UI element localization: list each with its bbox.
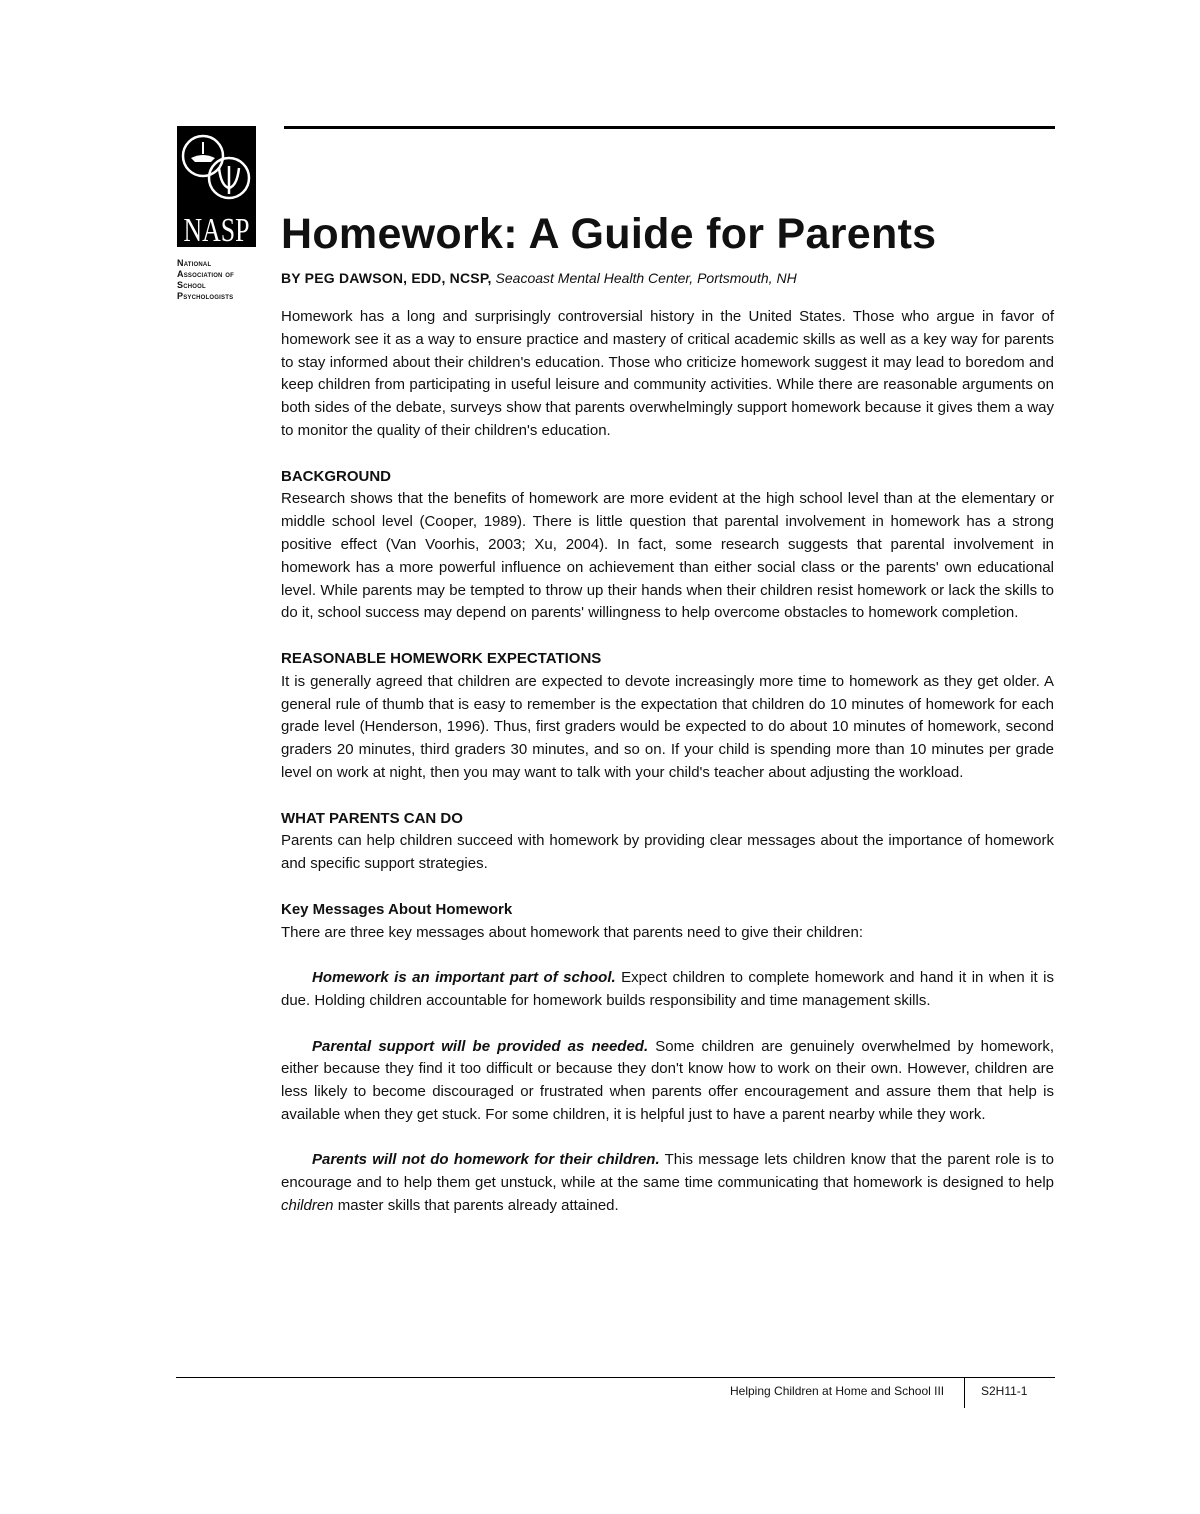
footer-page-id: S2H11-1	[981, 1384, 1028, 1398]
subheading: Key Messages About Homework	[281, 900, 513, 918]
section-text: Parents can help children succeed with homework by providing clear messages about the importance of homework and specific support strategies.	[281, 832, 1054, 873]
section-heading: REASONABLE HOMEWORK EXPECTATIONS	[281, 649, 602, 667]
intro-paragraph: Homework has a long and surprisingly controversial history in the United States. Those who argue in favor of homework see it as a way to ensure practice and mastery of critical academic skills as well as a key way for parents to stay informed about their children's education. Those who criticize homework suggest it may lead to boredom and keep children from participating in useful leisure and community activities. While there are reasonable arguments on both sides of the debate, surveys show that parents overwhelmingly support homework because it gives them a way to monitor the quality of their children's education.	[281, 308, 1054, 439]
footer-series: Helping Children at Home and School III	[730, 1384, 945, 1398]
message-text: master skills that parents already attained.	[333, 1197, 619, 1215]
section-heading: WHAT PARENTS CAN DO	[281, 809, 463, 827]
main-content	[281, 208, 1054, 1241]
message-lead: Homework is an important part of school.	[312, 969, 616, 987]
top-rule	[284, 126, 1055, 129]
key-message	[281, 1149, 1054, 1217]
message-text: Expect children to complete homework and hand it in when it is due. Holding children accountable for homework builds responsibility and time management skills.	[281, 969, 1054, 1009]
org-line: Association of	[177, 269, 235, 279]
section-heading: BACKGROUND	[281, 467, 391, 485]
section-text: Research shows that the benefits of homework are more evident at the high school level than at the elementary or middle school level (Cooper, 1989). There is little question that parental involvement in homework has a strong positive effect (Van Voorhis, 2003; Xu, 2004). In fact, some research suggests that parental involvement in homework has a more powerful influence on achievement than either social class or the parents' own educational level. While parents may be tempted to throw up their hands when their children resist homework or lack the skills to do it, school success may depend on parents' willingness to help overcome obstacles to homework completion.	[281, 490, 1054, 622]
message-emphasis: children	[281, 1197, 334, 1215]
org-name	[177, 258, 234, 302]
section-text: It is generally agreed that children are expected to devote increasingly more time to homework as they get older. A general rule of thumb that is easy to remember is the expectation that children do 10 minutes of homework for each grade level (Henderson, 1996). Thus, first graders would be expected to do about 10 minutes of homework, second graders 20 minutes, third graders 30 minutes, and so on. If your child is spending more than 10 minutes per grade level on work at night, then you may want to talk with your child's teacher about adjusting the workload.	[281, 672, 1054, 781]
message-lead: Parental support will be provided as needed.	[312, 1037, 649, 1055]
org-line: Psychologists	[177, 291, 234, 301]
org-line: School	[177, 280, 206, 290]
footer-rule	[176, 1377, 1055, 1378]
org-line: National	[177, 258, 212, 268]
affiliation: Seacoast Mental Health Center, Portsmouth, NH	[495, 270, 797, 286]
page-title: Homework: A Guide for Parents	[281, 210, 937, 258]
key-message	[281, 967, 1054, 1013]
footer-separator	[964, 1378, 965, 1408]
key-messages-intro: There are three key messages about homework that parents need to give their children:	[281, 923, 863, 941]
message-text: This message lets children know that the parent role is to encourage and to help them get unstuck, while at the same time communicating that homework is designed to help	[281, 1151, 1054, 1192]
message-text: Some children are genuinely overwhelmed by homework, either because they find it too difficult or because they don't know how to work on their own. However, children are less likely to become discouraged or frustrated when parents offer encouragement and assure them that help is available when they get stuck. For some children, it is helpful just to have a parent nearby while they work.	[281, 1037, 1054, 1123]
logo-text: NASP	[183, 212, 250, 249]
nasp-logo	[177, 126, 256, 247]
key-message	[281, 1036, 1054, 1127]
author: BY PEG DAWSON, EDD, NCSP,	[281, 270, 492, 286]
message-lead: Parents will not do homework for their children.	[312, 1151, 660, 1169]
byline	[281, 268, 1054, 288]
